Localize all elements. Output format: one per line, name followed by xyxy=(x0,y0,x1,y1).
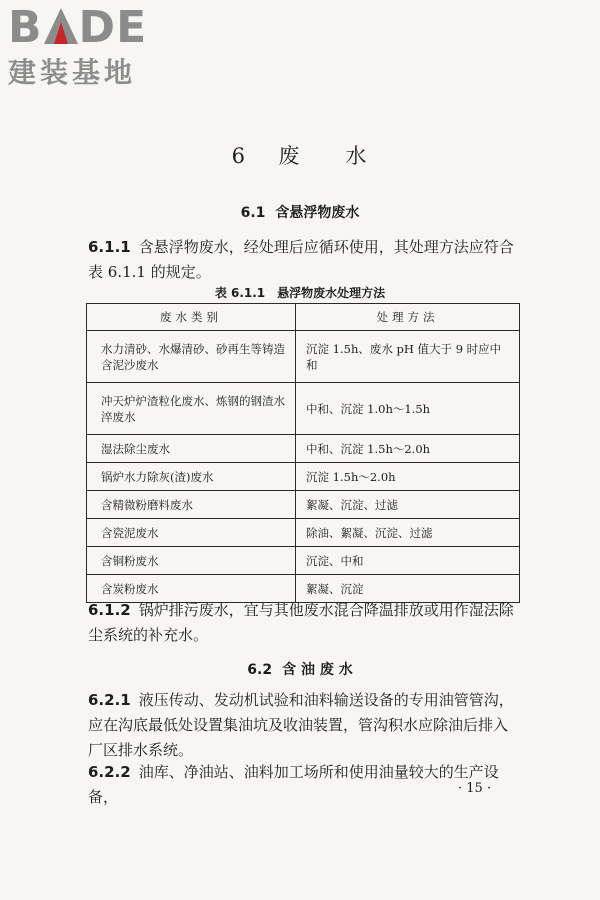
logo-letters-de: DE xyxy=(78,2,148,53)
cell-method: 沉淀、中和 xyxy=(296,547,520,575)
logo-a-triangle-icon xyxy=(44,6,78,42)
cell-method: 沉淀 1.5h、废水 pH 值大于 9 时应中和 xyxy=(296,331,520,383)
cell-type: 冲天炉炉渣粒化废水、炼钢的钢渣水淬废水 xyxy=(87,383,296,435)
table-row xyxy=(87,491,520,519)
clause-number: 6.1.1 xyxy=(88,238,131,256)
chapter-title xyxy=(0,140,600,170)
logo-letter-b: B xyxy=(8,2,43,53)
table-header-row xyxy=(87,304,520,331)
table-row xyxy=(87,383,520,435)
chapter-title-part2: 水 xyxy=(345,144,369,168)
clause-text: 油库、净油站、油料加工场所和使用油量较大的生产设备， xyxy=(88,763,499,806)
table-caption xyxy=(0,284,600,301)
cell-method: 沉淀 1.5h～2.0h xyxy=(296,463,520,491)
cell-type: 锅炉水力除灰(渣)废水 xyxy=(87,463,296,491)
cell-method: 絮凝、沉淀、过滤 xyxy=(296,491,520,519)
cell-type: 含瓷泥废水 xyxy=(87,519,296,547)
chapter-title-part1: 废 xyxy=(278,144,302,168)
section-number: 6.1 xyxy=(240,205,266,221)
section-title: 含悬浮物废水 xyxy=(275,205,360,221)
table-row xyxy=(87,519,520,547)
header-treatment-method: 处理方法 xyxy=(296,304,520,331)
cell-method: 除油、絮凝、沉淀、过滤 xyxy=(296,519,520,547)
table-caption-id: 表 6.1.1 xyxy=(214,286,266,300)
logo-subtitle: 建装基地 xyxy=(8,56,137,89)
clause-6-2-1 xyxy=(88,688,520,763)
cell-type: 水力清砂、水爆清砂、砂再生等铸造含泥沙废水 xyxy=(87,331,296,383)
clause-6-1-2 xyxy=(88,598,520,648)
treatment-methods-table xyxy=(86,303,520,603)
clause-text: 锅炉排污废水，宜与其他废水混合降温排放或用作湿法除尘系统的补充水。 xyxy=(88,601,514,644)
clause-text: 含悬浮物废水，经处理后应循环使用，其处理方法应符合表 6.1.1 的规定。 xyxy=(88,238,514,281)
cell-type: 湿法除尘废水 xyxy=(87,435,296,463)
table-row xyxy=(87,547,520,575)
table-row xyxy=(87,331,520,383)
section-number: 6.2 xyxy=(247,662,273,678)
clause-6-2-2 xyxy=(88,760,520,810)
section-title: 含 油 废 水 xyxy=(282,662,353,678)
table-row xyxy=(87,435,520,463)
logo-wordmark xyxy=(8,4,183,52)
clause-text: 液压传动、发动机试验和油料输送设备的专用油管管沟，应在沟底最低处设置集油坑及收油装置，管沟积水应除油后排入厂区排水系统。 xyxy=(88,691,514,759)
cell-method: 絮凝、沉淀 xyxy=(296,575,520,603)
chapter-number: 6 xyxy=(231,144,247,168)
clause-6-1-1 xyxy=(88,235,520,285)
cell-method: 中和、沉淀 1.0h～1.5h xyxy=(296,383,520,435)
cell-type: 含精微粉磨料废水 xyxy=(87,491,296,519)
cell-type: 含铜粉废水 xyxy=(87,547,296,575)
page-number: · 15 · xyxy=(458,781,492,796)
clause-number: 6.1.2 xyxy=(88,601,131,619)
table-row xyxy=(87,463,520,491)
header-wastewater-type: 废水类别 xyxy=(87,304,296,331)
cell-type: 含炭粉废水 xyxy=(87,575,296,603)
clause-number: 6.2.2 xyxy=(88,763,131,781)
table-caption-title: 悬浮物废水处理方法 xyxy=(277,286,386,300)
section-heading-6-2 xyxy=(0,659,600,679)
clause-number: 6.2.1 xyxy=(88,691,131,709)
section-heading-6-1 xyxy=(0,202,600,222)
site-logo xyxy=(8,4,183,94)
cell-method: 中和、沉淀 1.5h～2.0h xyxy=(296,435,520,463)
